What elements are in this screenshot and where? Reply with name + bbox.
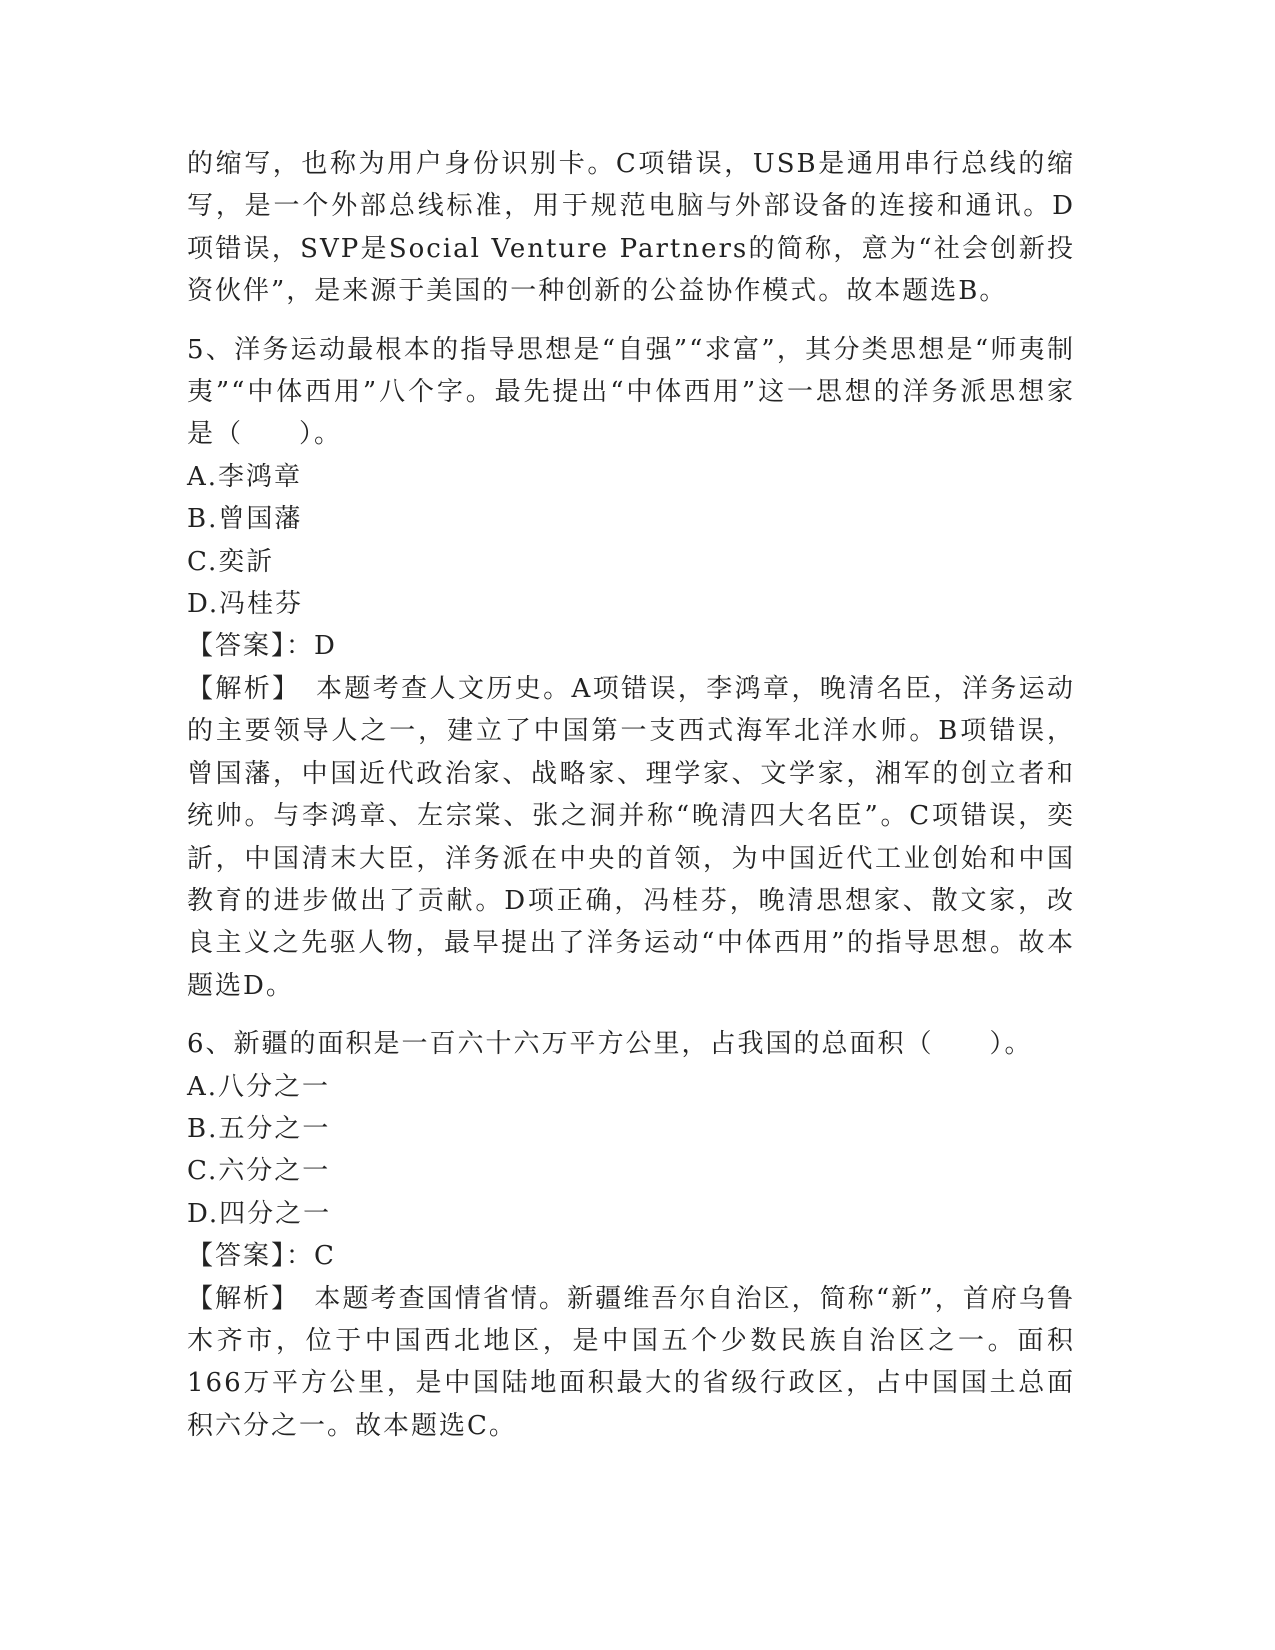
option-d: D.四分之一 [187, 1198, 332, 1229]
option-c: C.奕訢 [187, 546, 275, 577]
question-6 [187, 1023, 1075, 1447]
option-b: B.曾国藩 [187, 504, 303, 535]
spacer [187, 313, 1075, 329]
option-d: D.冯桂芬 [187, 589, 304, 620]
option-a: A.八分之一 [187, 1071, 331, 1102]
question-stem: 6、新疆的面积是一百六十六万平方公里，占我国的总面积（ ）。 [187, 1029, 1033, 1060]
analysis-paragraph: 【解析】 本题考查人文历史。A项错误，李鸿章，晚清名臣，洋务运动的主要领导人之一，建立了中国第一支西式海军北洋水师。B项错误，曾国藩，中国近代政治家、战略家、理学家、文学家，湘军的创立者和统帅。与李鸿章、左宗棠、张之洞并称“晚清四大名臣”。C项错误，奕訢，中国清末大臣，洋务派在中央的首领，为中国近代工业创始和中国教育的进步做出了贡献。D项正确，冯桂芬，晚清思想家、散文家，改良主义之先驱人物，最早提出了洋务运动“中体西用”的指导思想。故本题选D。 [187, 673, 1075, 1001]
document-page [187, 143, 1075, 1447]
answer-line: 【答案】：D [187, 631, 337, 662]
question-5 [187, 329, 1075, 1008]
previous-question-explanation: 的缩写，也称为用户身份识别卡。C项错误，USB是通用串行总线的缩写，是一个外部总线标准，用于规范电脑与外部设备的连接和通讯。D项错误，SVP是Social Venture Partners的简称，意为“社会创新投资伙伴”，是来源于美国的一种创新的公益协作模式。故本题选B。 [187, 149, 1075, 307]
option-b: B.五分之一 [187, 1113, 331, 1144]
analysis-paragraph: 【解析】 本题考查国情省情。新疆维吾尔自治区，简称“新”，首府乌鲁木齐市，位于中国西北地区，是中国五个少数民族自治区之一。面积166万平方公里，是中国陆地面积最大的省级行政区，占中国国土总面积六分之一。故本题选C。 [187, 1283, 1075, 1441]
spacer [187, 1007, 1075, 1023]
option-a: A.李鸿章 [187, 461, 303, 492]
option-c: C.六分之一 [187, 1156, 331, 1187]
answer-line: 【答案】：C [187, 1241, 336, 1272]
question-stem: 5、洋务运动最根本的指导思想是“自强”“求富”，其分类思想是“师夷制夷”“中体西用”八个字。最先提出“中体西用”这一思想的洋务派思想家是（ ）。 [187, 334, 1075, 450]
